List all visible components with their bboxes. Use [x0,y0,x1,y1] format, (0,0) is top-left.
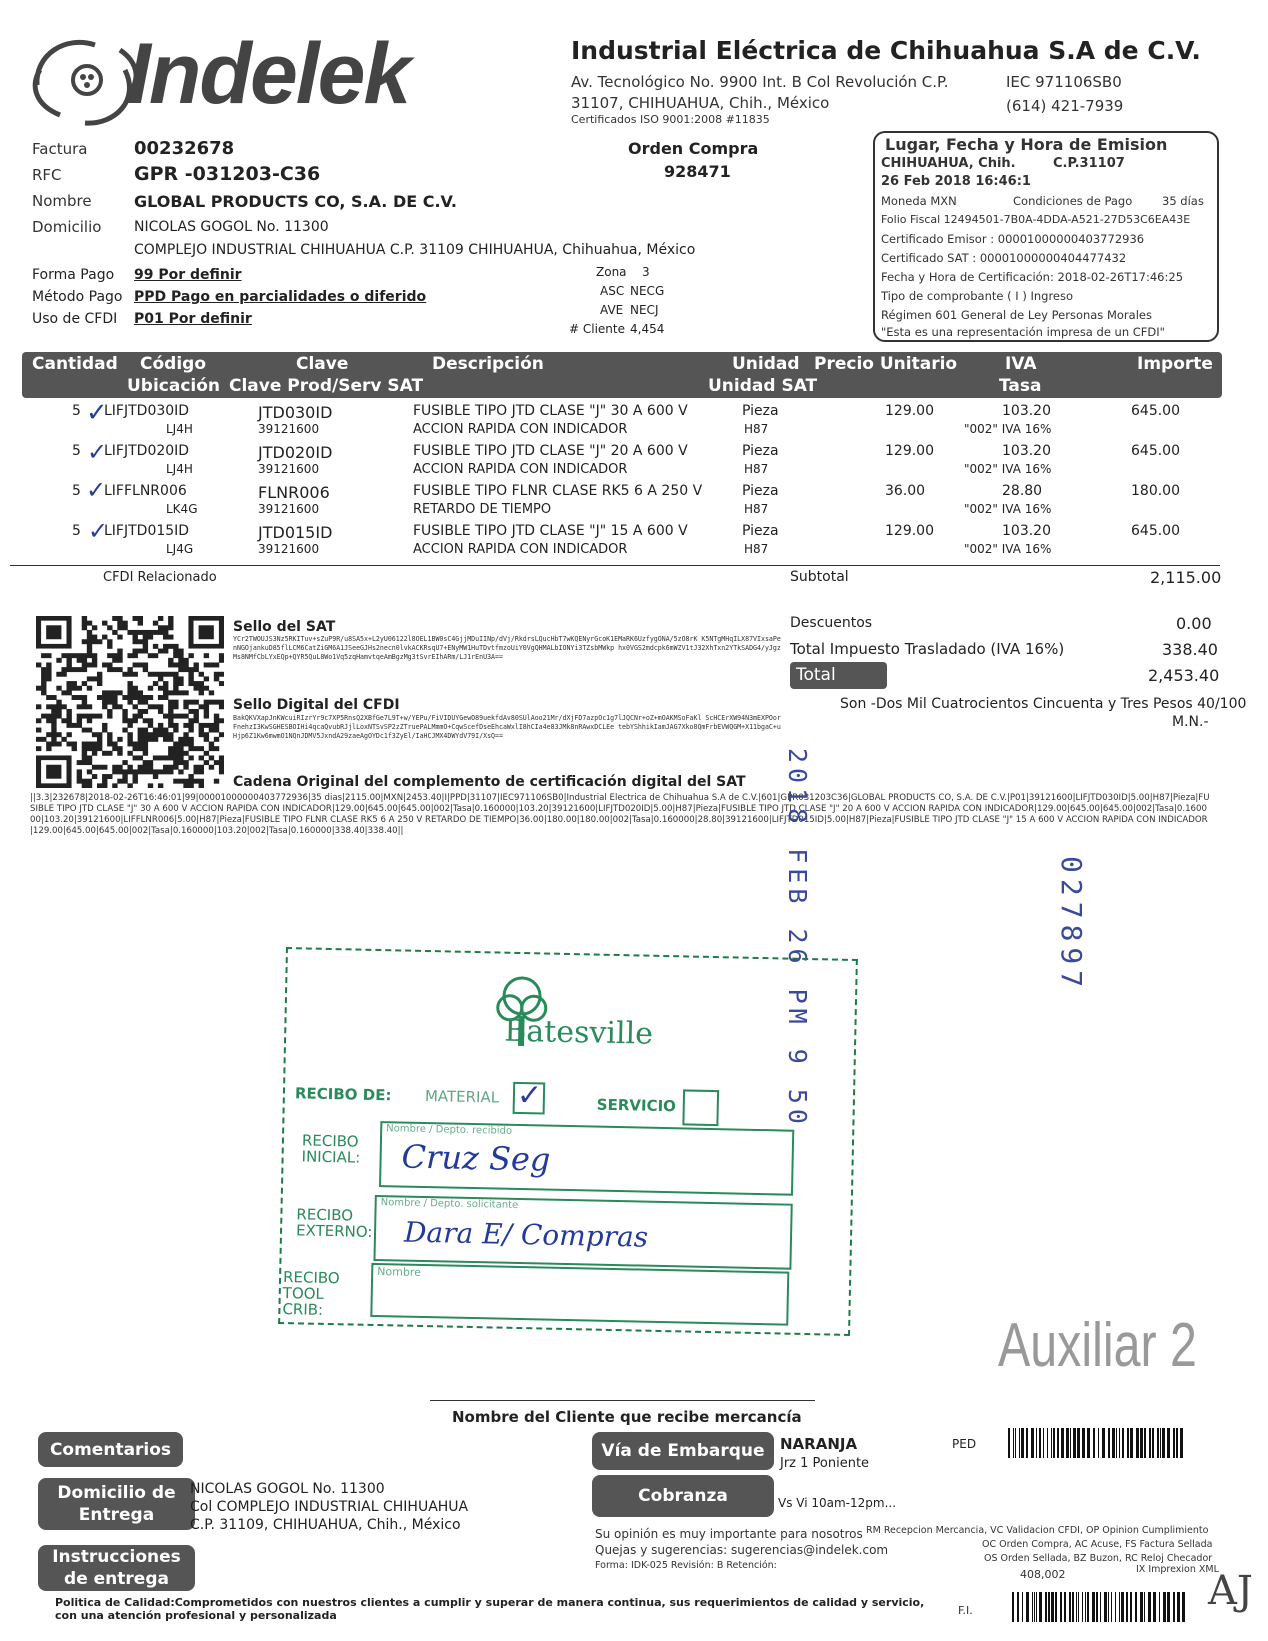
qr-code-icon [36,616,224,788]
client-address-2: COMPLEJO INDUSTRIAL CHIHUAHUA C.P. 31109 CHIHUAHUA, Chihuahua, México [134,242,696,258]
orden-compra-label: Orden Compra [628,139,759,158]
descuentos-label: Descuentos [790,615,873,631]
folio-fiscal: Folio Fiscal 12494501-7B0A-4DDA-A521-27D53C6EA43E [881,213,1191,226]
cell-tasa: "002" IVA 16% [964,462,1052,476]
politica-text-2: con una atención profesional y personalizada [55,1609,337,1622]
legend-line-3: OS Orden Sellada, BZ Buzon, RC Reloj Checador [984,1553,1213,1564]
recibo-de-label: RECIBO DE: [294,1084,392,1105]
company-address [571,72,949,114]
cell-clave-sat: 39121600 [258,462,320,476]
total-en-letra: Son -Dos Mil Cuatrocientos Cincuenta y Tres Pesos 40/100 [840,696,1247,712]
cell-cantidad: 5 [72,443,81,459]
instrucciones-entrega-button[interactable]: Instrucciones de entrega [38,1545,195,1591]
politica-text: Comprometidos con nuestros clientes a cumplir y superar de manera continua, sus requerimientos de calidad y servicio, [174,1596,925,1609]
row-check-mark: ✓ [86,398,108,428]
company-phone: (614) 421-7939 [1006,97,1124,115]
zona-label: Zona [596,265,627,279]
subtotal-label: Subtotal [790,569,849,585]
sello-cfdi-text: BakQKVXapJnKWcuiRIzrYr9c7XP5RnsQ2XBfGe7L9T+w/YEPu/FiVIDUYGewO89uekfdAv80SUlAoo21Mr/dXjFD7azpOc1g7lJQCNr+oZ+mOAKMSoFaKl ScHCErXW94N3mEXPOorFnehzI3KwSGHESBOIHi4qcaQvubRJjlLoxNTSvSP2zZTruePALMmmO+CqwScefDseEhcaWxlI8hCIa4e83JMk8nRAwxDCLEe tebYShhikIamJAG7Xko8QmFrbEVWQGM+X11bgaC+uHjp6Z1Kw6mwmO1NQnJDMV5JxndA29zaeAgOYDc1f3ZyEl/IaHCJMX4DWYdV79I/XsQ== [233,714,781,740]
opinion-line-2: Quejas y sugerencias: sugerencias@indelek.com [595,1543,889,1557]
cell-desc1: FUSIBLE TIPO FLNR CLASE RK5 6 A 250 V [413,483,703,499]
recibo-tool-label: RECIBO TOOL CRIB: [282,1268,340,1319]
servicio-checkbox[interactable] [682,1089,719,1126]
material-label: MATERIAL [424,1086,500,1107]
factura-label: Factura [32,140,88,158]
uso-cfdi: P01 Por definir [134,311,252,327]
politica-calidad [55,1596,945,1622]
via-embarque-button[interactable]: Vía de Embarque [592,1432,774,1470]
cell-codigo: LIFJTD020ID [104,443,190,459]
forma-pago-label: Forma Pago [32,267,115,283]
uso-cfdi-label: Uso de CFDI [32,311,118,327]
cfdi-relacionado: CFDI Relacionado [103,570,217,585]
cell-clave-sat: 39121600 [258,422,320,436]
cell-precio: 36.00 [885,483,926,499]
ave-value: NECJ [630,303,659,317]
iso-certification: Certificados ISO 9001:2008 #11835 [571,113,770,126]
cell-clave: JTD030ID [258,403,333,422]
cliente-label: # Cliente [569,322,625,336]
emission-place: CHIHUAHUA, Chih. [881,156,1016,171]
row-check-mark: ✓ [86,476,107,504]
cell-importe: 645.00 [1131,403,1180,419]
emission-box [873,131,1219,342]
regimen-fiscal: Régimen 601 General de Ley Personas Morales [881,308,1152,322]
moneda: Moneda MXN [881,194,957,208]
rfc-label: RFC [32,166,62,184]
opinion-line-1: Su opinión es muy importante para nosotros [595,1527,863,1541]
cell-desc1: FUSIBLE TIPO JTD CLASE "J" 15 A 600 V [413,523,688,539]
recibo-externo-field[interactable] [373,1195,792,1270]
cell-cantidad: 5 [72,483,81,499]
total-label: Total [790,662,887,689]
cliente-recibe-label: Nombre del Cliente que recibe mercancía [452,1408,802,1426]
nombre-label: Nombre [32,192,92,210]
cliente-value: 4,454 [630,322,665,336]
batesville-brand: Batesville [503,1013,654,1052]
orden-compra-number: 928471 [664,162,731,181]
cobranza-value: Vs Vi 10am-12pm... [778,1496,897,1510]
politica-label: Politica de Calidad: [55,1596,175,1609]
items-table-header [22,352,1222,398]
condiciones-pago: Condiciones de Pago [1013,194,1133,208]
header-codigo: Código [140,354,206,374]
cell-ubicacion: LJ4G [166,542,194,556]
domicilio-label: Domicilio [32,218,102,236]
cell-precio: 129.00 [885,523,934,539]
cell-unidad-sat: H87 [744,422,769,436]
recibo-tool-field[interactable] [370,1263,789,1326]
cfdi-leyenda: "Esta es una representación impresa de un CFDI" [881,325,1165,339]
sello-sat-text: YCr2TWOUJS3Nz5RKITuv+sZuP9R/u8SA5x+L2yU06122l8OEL1BW0sC4GjjMDuIINp/dVj/RkdrsLQucHbT7wKQENyrGcoK1EMaRK6UzfygONA/5zO8rK K5NTgMHqILX87VIxsaPenNGOjankuD85flLCM6CatZiGM6A1JSeeGJHs2necn0lvkACKRsqU7+ENyMW1HuTDvtfmzoUiY0VgQHMALbIONYi3TZsbMWkp hx0VGS2mdcpk6mWZV1tJ32XhTxn2YTkSADG4/yJgzMs8NMfCbLYxEQp+QYR5QuL8Wo1Vq5zqHamvtqeAmBgzMg3tSvrEIhARm/LJ1rEnU3A== [233,635,781,661]
cell-unidad: Pieza [742,403,779,419]
cell-ubicacion: LK4G [166,502,198,516]
sello-sat-title: Sello del SAT [233,619,336,635]
company-name: Industrial Eléctrica de Chihuahua S.A de C.V. [571,36,1201,65]
asc-label: ASC [600,284,625,298]
impuesto-label: Total Impuesto Trasladado (IVA 16%) [790,640,1065,658]
cell-tasa: "002" IVA 16% [964,542,1052,556]
cell-desc2: ACCION RAPIDA CON INDICADOR [413,542,628,557]
impuesto-value: 338.40 [1162,640,1218,659]
cell-codigo: LIFJTD030ID [104,403,190,419]
descuentos-value: 0.00 [1176,614,1212,633]
recibo-tool-hint: Nombre [377,1265,422,1279]
cell-ubicacion: LJ4H [166,462,193,476]
cell-clave-sat: 39121600 [258,542,320,556]
cell-cantidad: 5 [72,523,81,539]
recibo-externo-label: RECIBO EXTERNO: [295,1205,373,1241]
cadena-text: ||3.3|232678|2018-02-26T16:46:01|99|00001000000403772936|35 dias|2115.00|MXN|2453.40|I|PPD|31107|IEC971106SB0|Industrial Electrica de Chihuahua S.A de C.V.|601|GPR031203C36|GLOBAL PRODUCTS CO, S.A. DE C.V.|P01|39121600|LIFJTD030ID|5.00|H87|Pieza|FUSIBLE TIPO JTD CLASE "J" 30 A 600 V ACCION RAPIDA CON INDICADOR|129.00|645.00|645.00|002|Tasa|0.160000|103.20|39121600|LIFJTD020ID|5.00|H87|Pieza|FUSIBLE TIPO JTD CLASE "J" 20 A 600 V ACCION RAPIDA CON INDICADOR|129.00|645.00|645.00|002|Tasa|0.160000|103.20|39121600|LIFFLNR006|5.00|H87|Pieza|FUSIBLE TIPO FLNR CLASE RK5 6 A 250 V RETARDO DE TIEMPO|36.00|180.00|180.00|002|Tasa|0.160000|28.80|39121600|LIFJTD015ID|5.00|H87|Pieza|FUSIBLE TIPO JTD CLASE "J" 15 A 600 V ACCION RAPIDA CON INDICADOR|129.00|645.00|645.00|002|Tasa|0.160000|103.20|002|Tasa|0.160000|338.40|338.40|| [30,793,1210,836]
cell-desc2: RETARDO DE TIEMPO [413,502,552,517]
asc-value: NECG [630,284,665,298]
header-unidad: Unidad [732,354,800,374]
barcode-icon [1008,1428,1186,1458]
indelek-logo [25,25,495,135]
cell-desc1: FUSIBLE TIPO JTD CLASE "J" 30 A 600 V [413,403,688,419]
certificado-sat: Certificado SAT : 00001000000404477432 [881,251,1127,265]
emission-datetime: 26 Feb 2018 16:46:1 [881,174,1031,189]
signature-line [430,1400,815,1401]
legend-line-2: OC Orden Compra, AC Acuse, FS Factura Sellada [982,1539,1213,1550]
table-bottom-rule [10,565,1220,566]
address-line-2: 31107, CHIHUAHUA, Chih., México [571,94,830,112]
cell-ubicacion: LJ4H [166,422,193,436]
via-embarque-sub: Jrz 1 Poniente [780,1456,870,1471]
domicilio-entrega-button[interactable]: Domicilio de Entrega [38,1478,195,1530]
servicio-label: SERVICIO [596,1095,677,1116]
tipo-comprobante: Tipo de comprobante ( I ) Ingreso [881,289,1074,303]
company-rfc-phone [1006,70,1123,118]
material-checkbox[interactable] [513,1077,546,1115]
metodo-pago: PPD Pago en parcialidades o diferido [134,289,427,305]
cell-unidad: Pieza [742,523,779,539]
recibo-inicial-handwriting: Cruz Seg [401,1137,551,1179]
header-unidad-sat: Unidad SAT [708,376,818,396]
row-check-mark: ✓ [87,438,108,466]
cell-cantidad: 5 [72,403,81,419]
cadena-title: Cadena Original del complemento de certificación digital del SAT [233,774,746,790]
fi-label: F.I. [958,1604,973,1617]
factura-number: 00232678 [134,138,235,159]
header-importe: Importe [1137,354,1213,374]
header-precio: Precio Unitario [814,354,958,374]
handwritten-initials: AJ [1208,1568,1253,1614]
forma-revision: Forma: IDK-025 Revisión: B Retención: [595,1560,777,1571]
auxiliar-stamp: Auxiliar 2 [998,1311,1197,1380]
subtotal-value: 2,115.00 [1150,568,1222,587]
company-rfc: IEC 971106SB0 [1006,73,1122,91]
header-clave: Clave [296,354,349,374]
header-cantidad: Cantidad [32,354,118,374]
cell-codigo: LIFFLNR006 [104,483,187,499]
zona-value: 3 [642,265,650,279]
recibo-externo-handwriting: Dara E/ Compras [403,1215,649,1254]
cell-unidad: Pieza [742,483,779,499]
emission-cp: C.P.31107 [1053,156,1125,171]
received-date-stamp: 2018 FEB 26 PM 9 50 [783,748,812,1129]
cell-desc2: ACCION RAPIDA CON INDICADOR [413,422,628,437]
dias-pago: 35 días [1162,194,1204,208]
entrega-address [190,1480,468,1534]
cell-desc2: ACCION RAPIDA CON INDICADOR [413,462,628,477]
header-clave-prod: Clave Prod/Serv SAT [229,376,424,396]
header-descripcion: Descripción [432,354,544,374]
certificado-emisor: Certificado Emisor : 00001000000403772936 [881,232,1145,246]
entrega-line-3: C.P. 31109, CHIHUAHUA, Chih., México [190,1517,461,1533]
cell-iva: 103.20 [1002,403,1051,419]
header-iva: IVA [1005,354,1037,374]
entrega-line-2: Col COMPLEJO INDUSTRIAL CHIHUAHUA [190,1499,469,1515]
cell-tasa: "002" IVA 16% [964,422,1052,436]
cell-desc1: FUSIBLE TIPO JTD CLASE "J" 20 A 600 V [413,443,688,459]
sello-cfdi-title: Sello Digital del CFDI [233,697,400,713]
cell-unidad-sat: H87 [744,502,769,516]
cell-precio: 129.00 [885,443,934,459]
cell-importe: 645.00 [1131,443,1180,459]
batesville-receipt-stamp [278,947,858,1336]
recibo-inicial-label: RECIBO INICIAL: [301,1131,361,1167]
cell-unidad: Pieza [742,443,779,459]
cell-unidad-sat: H87 [744,462,769,476]
cell-tasa: "002" IVA 16% [964,502,1052,516]
forma-pago: 99 Por definir [134,267,242,283]
cell-importe: 180.00 [1131,483,1180,499]
cell-precio: 129.00 [885,403,934,419]
cobranza-button[interactable]: Cobranza [592,1475,774,1517]
barcode-icon [1012,1592,1186,1622]
cell-importe: 645.00 [1131,523,1180,539]
recibo-inicial-field[interactable] [379,1121,794,1196]
client-name: GLOBAL PRODUCTS CO, S.A. DE C.V. [134,192,457,211]
cell-clave: JTD020ID [258,443,333,462]
legend-number: 408,002 [1020,1568,1066,1581]
comentarios-button[interactable]: Comentarios [38,1432,183,1467]
cell-iva: 103.20 [1002,443,1051,459]
ave-label: AVE [600,303,624,317]
cell-iva: 103.20 [1002,523,1051,539]
emission-title: Lugar, Fecha y Hora de Emision [885,135,1168,154]
client-rfc: GPR -031203-C36 [134,163,321,185]
cell-clave: FLNR006 [258,483,330,502]
legend-line-1: RM Recepcion Mercancia, VC Validacion CFDI, OP Opinion Cumplimiento [866,1525,1209,1536]
row-check-mark: ✓ [88,517,109,545]
address-line-1: Av. Tecnológico No. 9900 Int. B Col Revolución C.P. [571,73,949,91]
legend-line-4: IX Imprexion XML [1136,1564,1219,1575]
header-tasa: Tasa [999,376,1042,396]
cell-unidad-sat: H87 [744,542,769,556]
cell-codigo: LIFJTD015ID [104,523,190,539]
metodo-pago-label: Método Pago [32,289,123,305]
entrega-line-1: NICOLAS GOGOL No. 11300 [190,1481,385,1497]
check-mark: ✓ [516,1077,543,1114]
recibo-inicial-hint: Nombre / Depto. recibido [386,1123,513,1137]
brand-name: Indelek [127,26,410,122]
cell-clave-sat: 39121600 [258,502,320,516]
header-ubicacion: Ubicación [127,376,221,396]
ped-label: PED [952,1437,977,1451]
received-number-stamp: 027897 [1055,856,1088,994]
total-value: 2,453.40 [1148,666,1220,685]
cell-clave: JTD015ID [258,523,333,542]
recibo-externo-hint: Nombre / Depto. solicitante [380,1197,519,1211]
fecha-certificacion: Fecha y Hora de Certificación: 2018-02-26T17:46:25 [881,270,1184,284]
client-address-1: NICOLAS GOGOL No. 11300 [134,219,329,235]
via-embarque-value: NARANJA [780,1435,858,1453]
cell-iva: 28.80 [1002,483,1043,499]
total-mn: M.N.- [1172,714,1209,730]
